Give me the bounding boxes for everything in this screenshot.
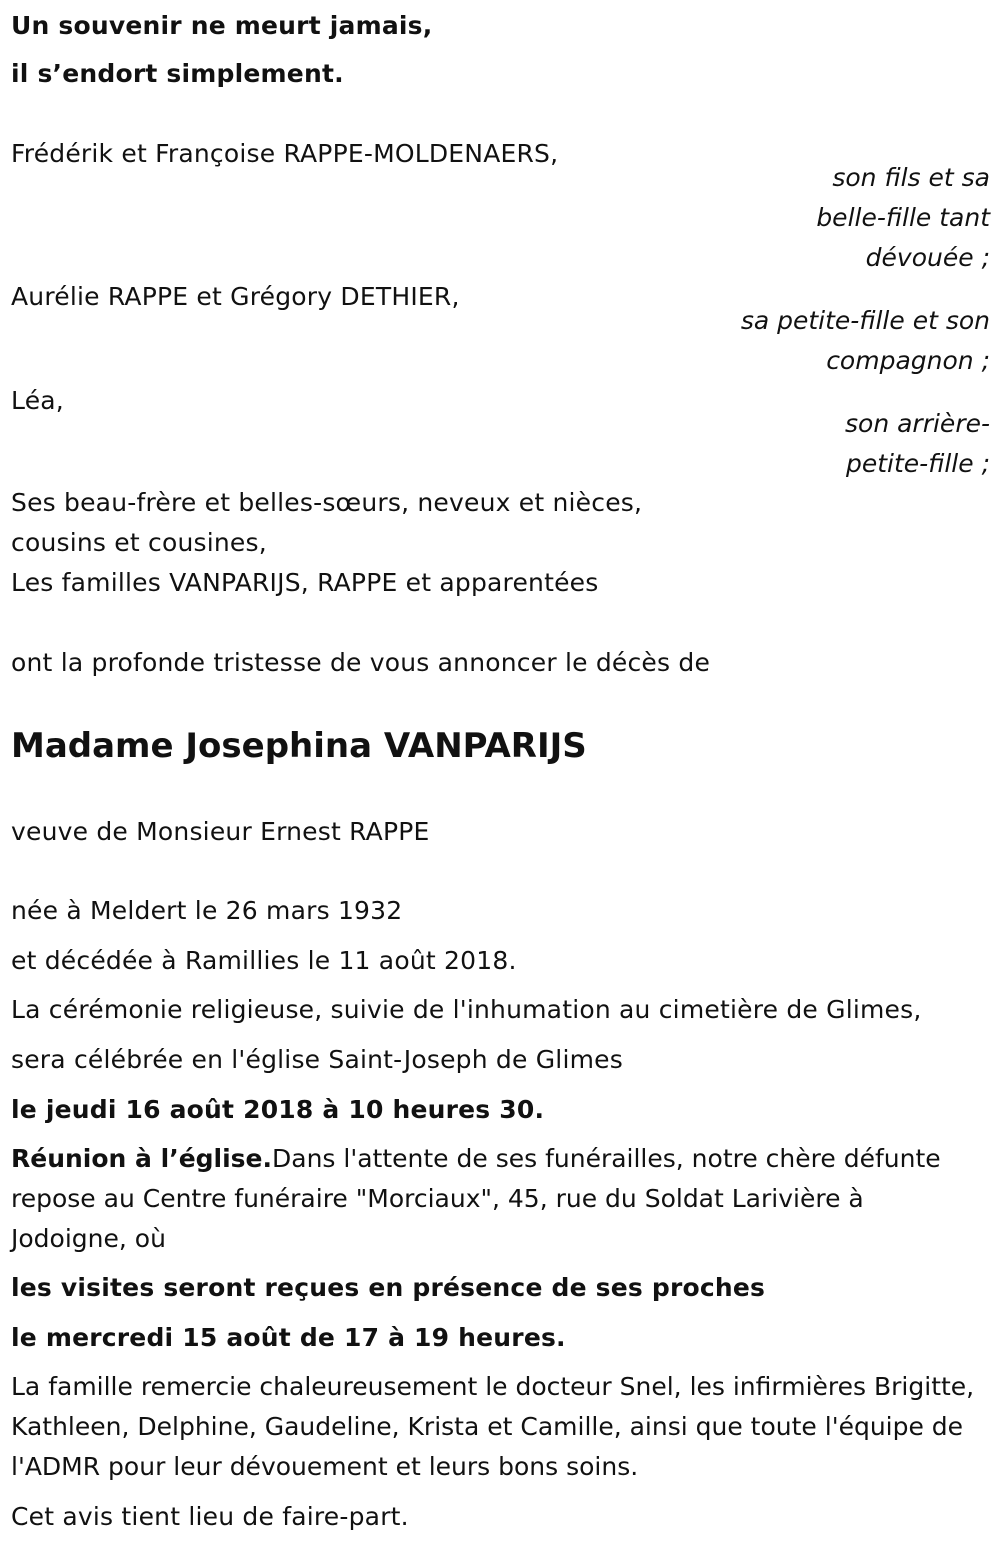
ceremony-line-1: La cérémonie religieuse, suivie de l'inhumation au cimetière de Glimes,	[11, 995, 922, 1024]
meeting-bold: Réunion à l’église.	[11, 1144, 273, 1173]
great-granddaughter-names: Léa,	[11, 386, 64, 415]
death-info: et décédée à Ramillies le 11 août 2018.	[11, 946, 517, 975]
birth-info: née à Meldert le 26 mars 1932	[11, 896, 403, 925]
epigraph-line-2: il s’endort simplement.	[11, 59, 344, 88]
granddaughter-relation-2: compagnon ;	[826, 346, 990, 375]
son-relation-3: dévouée ;	[865, 243, 990, 272]
other-relatives-2: cousins et cousines,	[11, 528, 267, 557]
deceased-name: Madame Josephina VANPARIJS	[11, 726, 587, 766]
granddaughter-names: Aurélie RAPPE et Grégory DETHIER,	[11, 282, 460, 311]
other-relatives-3: Les familles VANPARIJS, RAPPE et apparentées	[11, 568, 599, 597]
great-granddaughter-relation-2: petite-fille ;	[846, 449, 990, 478]
great-granddaughter-relation-1: son arrière-	[845, 409, 990, 438]
meeting-text: Dans l'attente de ses funérailles, notre chère défunte repose au Centre funéraire "Morciaux", 45, rue du Soldat Larivière à Jodoigne, où	[11, 1144, 941, 1253]
ceremony-date: le jeudi 16 août 2018 à 10 heures 30.	[11, 1095, 545, 1124]
other-relatives-1: Ses beau-frère et belles-sœurs, neveux et nièces,	[11, 488, 643, 517]
announcement-text: ont la profonde tristesse de vous annoncer le décès de	[11, 648, 711, 677]
epigraph-line-1: Un souvenir ne meurt jamais,	[11, 11, 433, 40]
thanks-paragraph: La famille remercie chaleureusement le docteur Snel, les infirmières Brigitte, Kathleen, Delphine, Gaudeline, Krista et Camille, ainsi que toute l'équipe de l'ADMR pour leur dévouement et leurs bons soins.	[11, 1372, 975, 1481]
meeting-paragraph	[11, 1139, 986, 1259]
widow-of: veuve de Monsieur Ernest RAPPE	[11, 817, 430, 846]
son-names: Frédérik et Françoise RAPPE-MOLDENAERS,	[11, 139, 559, 168]
visits-line-1: les visites seront reçues en présence de ses proches	[11, 1273, 766, 1302]
visits-line-2: le mercredi 15 août de 17 à 19 heures.	[11, 1323, 566, 1352]
closing-text: Cet avis tient lieu de faire-part.	[11, 1502, 409, 1531]
ceremony-line-2: sera célébrée en l'église Saint-Joseph de Glimes	[11, 1045, 623, 1074]
son-relation-2: belle-fille tant	[816, 203, 990, 232]
granddaughter-relation-1: sa petite-fille et son	[740, 306, 990, 335]
son-relation-1: son fils et sa	[832, 163, 990, 192]
